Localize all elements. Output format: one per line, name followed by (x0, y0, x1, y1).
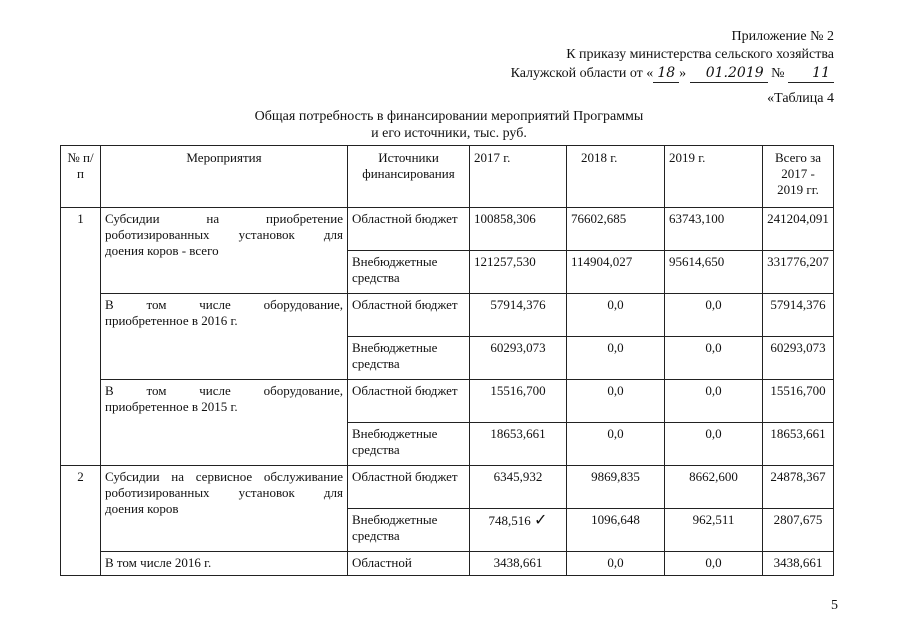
value-2017: 6345,932 (470, 466, 567, 509)
order-date-line: Калужской области от « 18 » 01.2019 № 11 (511, 64, 834, 83)
table-header-row (61, 146, 834, 208)
measure-cell: В том числе оборудование, приобретенное в 2016 г. (101, 294, 348, 380)
value-2017: 121257,530 (470, 251, 567, 294)
value-2017: 100858,306 (470, 208, 567, 251)
value-2019: 95614,650 (665, 251, 763, 294)
appendix-header (511, 28, 834, 83)
value-2017: 18653,661 (470, 423, 567, 466)
value-total: 3438,661 (763, 552, 834, 576)
value-2019: 962,511 (665, 509, 763, 552)
value-2019: 63743,100 (665, 208, 763, 251)
order-number: 11 (788, 64, 834, 83)
source-cell: Внебюджетные средства (348, 509, 470, 552)
header-2019: 2019 г. (665, 146, 763, 208)
value-2017: 748,516 ✓ (470, 509, 567, 552)
value-2018: 1096,648 (567, 509, 665, 552)
measure-cell: Субсидии на сервисное обслуживание роботизированных установок для доения коров (101, 466, 348, 552)
table-row (61, 466, 834, 509)
table-row (61, 208, 834, 251)
value-total: 15516,700 (763, 380, 834, 423)
value-total: 57914,376 (763, 294, 834, 337)
value-2017: 15516,700 (470, 380, 567, 423)
check-mark-icon: ✓ (534, 510, 548, 529)
header-source: Источники финансирования (348, 146, 470, 208)
header-total: Всего за 2017 - 2019 гг. (763, 146, 834, 208)
order-date: 01.2019 (690, 64, 768, 83)
header-no: № п/п (61, 146, 101, 208)
measure-cell: Субсидии на приобретение роботизированных установок для доения коров - всего (101, 208, 348, 294)
value-2019: 0,0 (665, 552, 763, 576)
value-2019: 0,0 (665, 380, 763, 423)
value-total: 331776,207 (763, 251, 834, 294)
financing-table (60, 145, 834, 576)
value-2019: 0,0 (665, 294, 763, 337)
table-row (61, 380, 834, 423)
value-2018: 76602,685 (567, 208, 665, 251)
source-cell: Областной бюджет (348, 380, 470, 423)
order-reference: К приказу министерства сельского хозяйства (566, 47, 834, 62)
measure-cell: В том числе 2016 г. (101, 552, 348, 576)
source-cell: Областной (348, 552, 470, 576)
value-2018: 114904,027 (567, 251, 665, 294)
value-total: 241204,091 (763, 208, 834, 251)
header-2018: 2018 г. (567, 146, 665, 208)
value-2017: 3438,661 (470, 552, 567, 576)
table-row (61, 294, 834, 337)
measure-cell: В том числе оборудование, приобретенное в 2015 г. (101, 380, 348, 466)
source-cell: Областной бюджет (348, 208, 470, 251)
row-number: 2 (61, 466, 101, 576)
order-day: 18 (653, 64, 679, 83)
value-2018: 0,0 (567, 337, 665, 380)
source-cell: Внебюджетные средства (348, 337, 470, 380)
value-2018: 0,0 (567, 552, 665, 576)
value-2018: 0,0 (567, 294, 665, 337)
source-cell: Областной бюджет (348, 294, 470, 337)
table-row (61, 552, 834, 576)
appendix-title: Приложение № 2 (731, 29, 834, 44)
value-total: 24878,367 (763, 466, 834, 509)
header-2017: 2017 г. (470, 146, 567, 208)
header-measure: Мероприятия (101, 146, 348, 208)
table-reference: «Таблица 4 (767, 91, 834, 106)
value-2018: 9869,835 (567, 466, 665, 509)
value-2019: 0,0 (665, 337, 763, 380)
source-cell: Внебюджетные средства (348, 251, 470, 294)
value-2019: 8662,600 (665, 466, 763, 509)
source-cell: Областной бюджет (348, 466, 470, 509)
value-2018: 0,0 (567, 423, 665, 466)
value-total: 2807,675 (763, 509, 834, 552)
source-cell: Внебюджетные средства (348, 423, 470, 466)
document-title: Общая потребность в финансировании мероприятий Программы и его источники, тыс. руб. (254, 109, 644, 141)
value-total: 60293,073 (763, 337, 834, 380)
value-2018: 0,0 (567, 380, 665, 423)
value-total: 18653,661 (763, 423, 834, 466)
value-2017: 57914,376 (470, 294, 567, 337)
page-number: 5 (831, 598, 838, 613)
row-number: 1 (61, 208, 101, 466)
value-2017: 60293,073 (470, 337, 567, 380)
value-2019: 0,0 (665, 423, 763, 466)
